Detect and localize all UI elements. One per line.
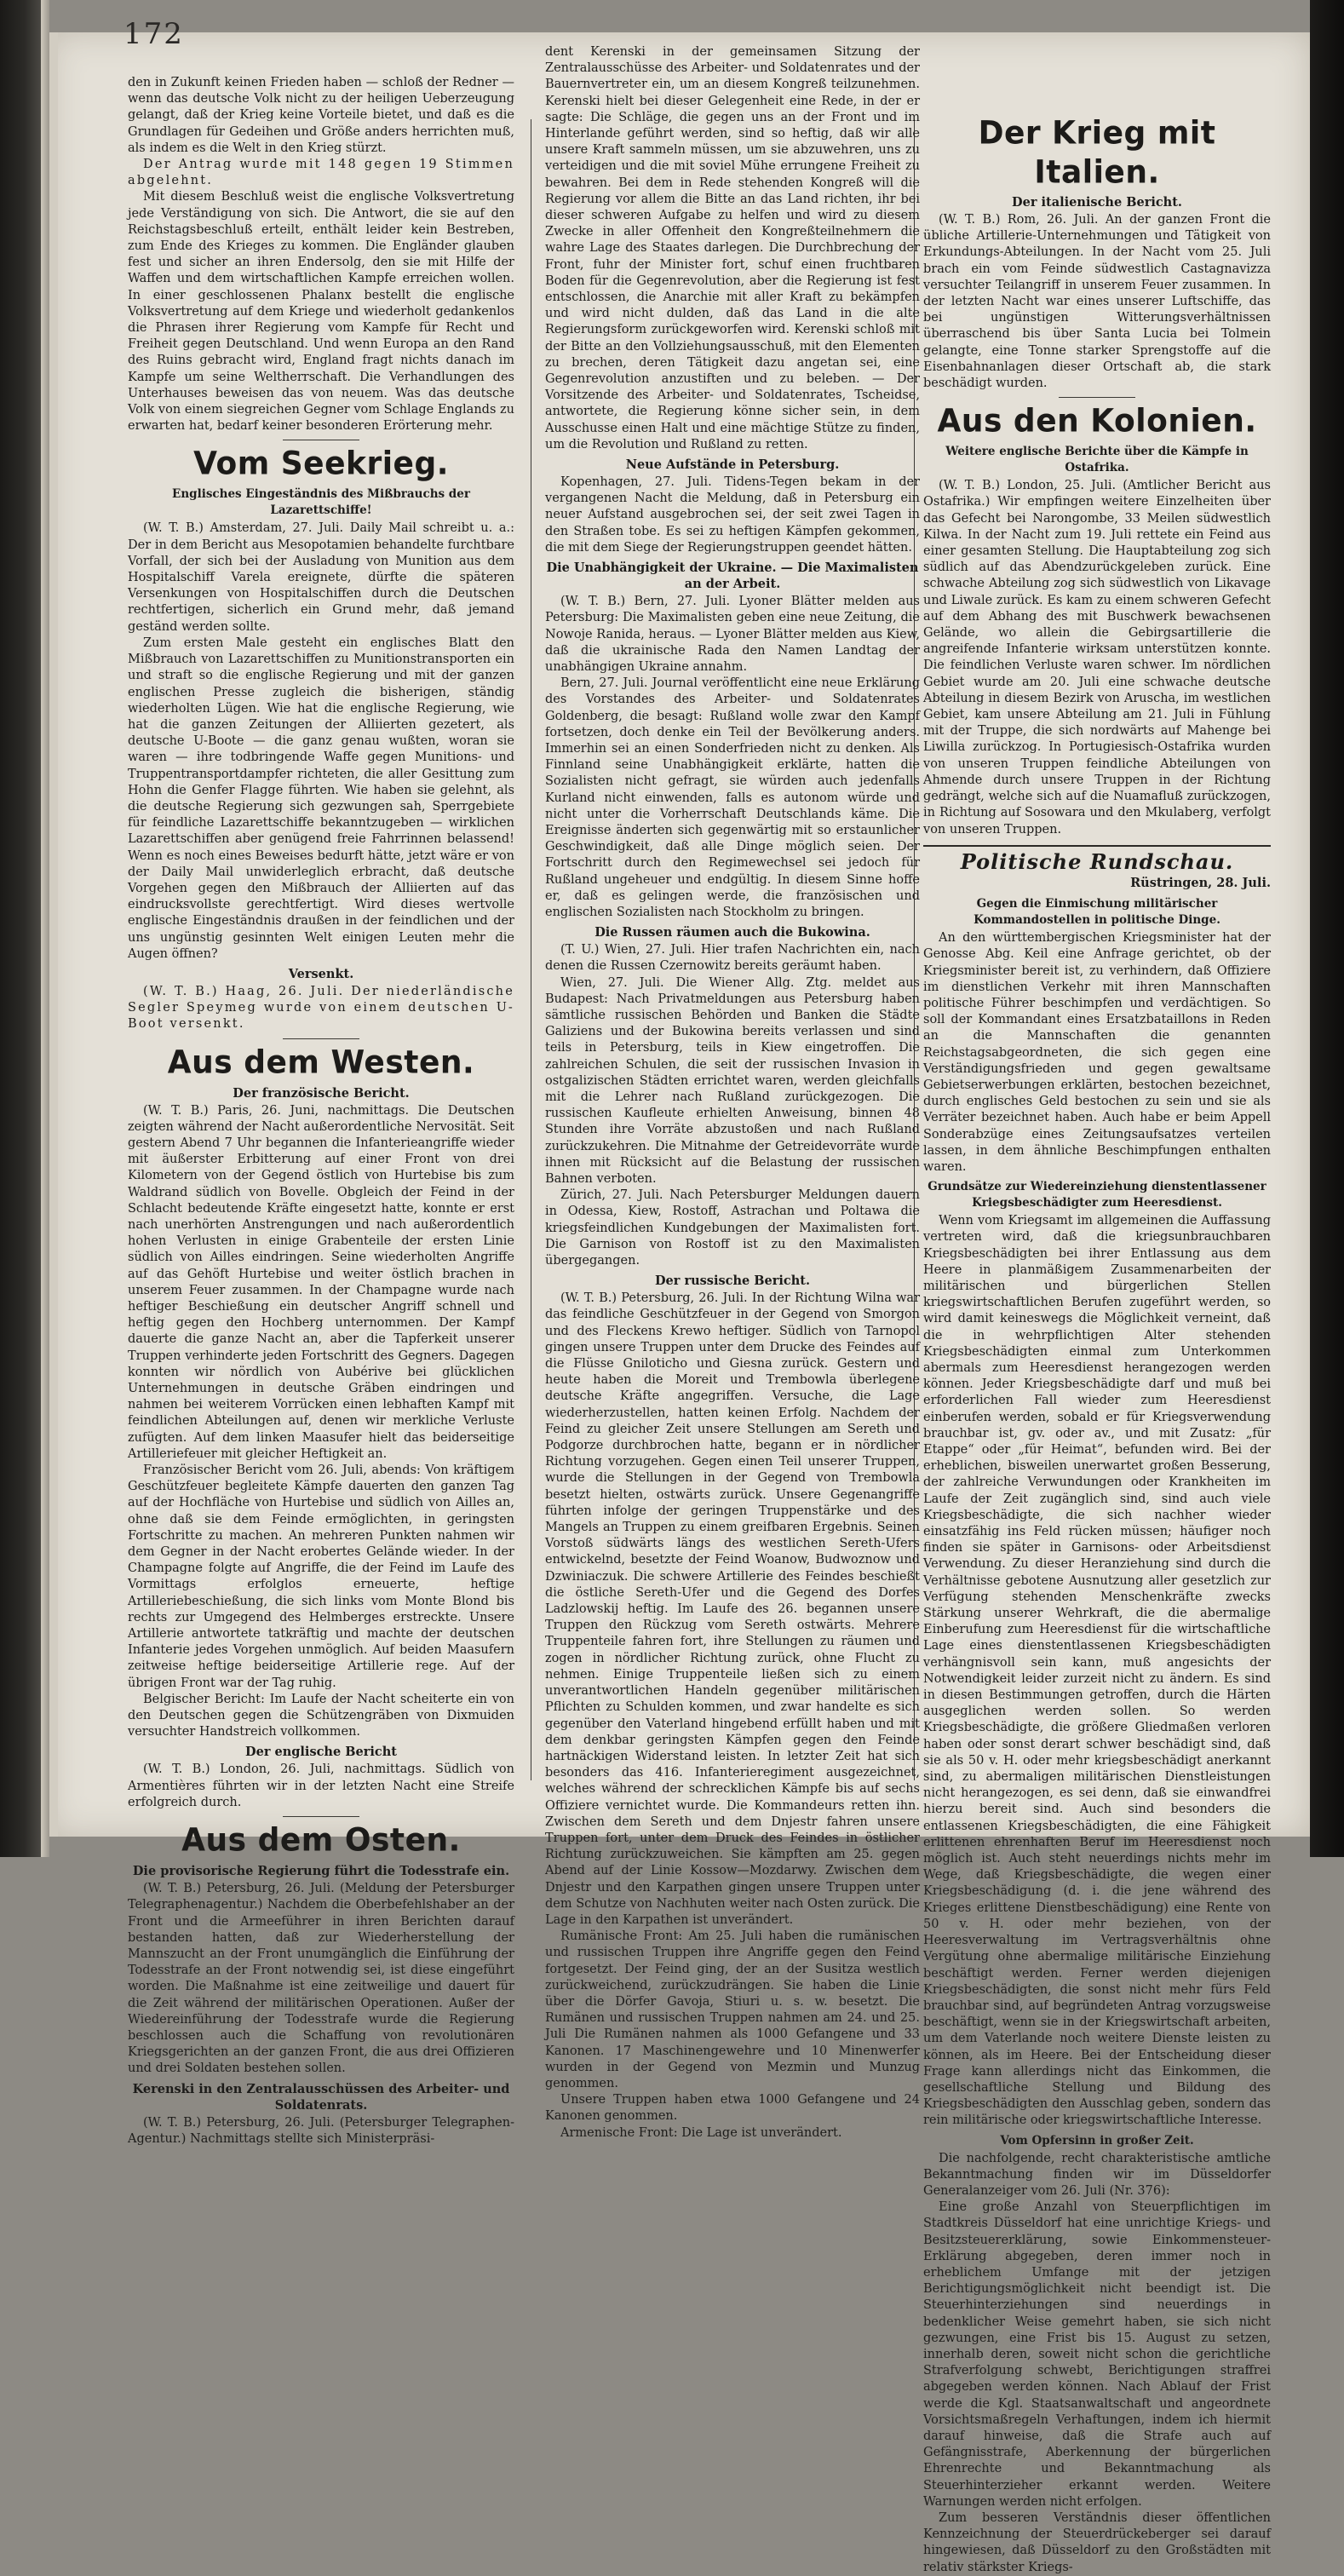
article-subheading: Grundsätze zur Wiedereinziehung dienstentlassener Kriegsbeschädigter zum Heeresdienst.: [928, 1180, 1266, 1210]
paragraph: (W. T. B.) Bern, 27. Juli. Lyoner Blätter melden aus Petersburg: Die Maximalisten geben eine neue Zeitung, die Nowoje Ranida, heraus. — Lyoner Blätter melden aus Kiew, daß die ukrainische Rada den Namen Landtag der unabhängigen Ukraine annahm.: [545, 595, 920, 674]
section-divider: [923, 845, 1271, 847]
column-2: [545, 44, 920, 2140]
paragraph: (W. T. B.) Paris, 26. Juni, nachmittags. Die Deutschen zeigten während der Nacht außerordentliche Nervosität. Seit gestern Abend 7 Uhr begannen die Infanterieangriffe wieder mit äußerster Erbitterung auf einer Front von drei Kilometern von der Gegend östlich von Hurtebise bis zum Waldrand südlich von Bovelle. Obgleich der Feind in der Schlacht bedeutende Kräfte eingesetzt hatte, konnte er erst nach unerhörten Anstrengungen und nach außerordentlich hohen Verlusten in einige Grabenteile der ersten Linie südlich von Ailles eindringen. Seine wiederholten Angriffe auf das Gehöft Hurtebise und weiter östlich brachen in unserem Feuer zusammen. In der Champagne wurde nach heftiger Beschießung ein deutscher Angriff schnell und heftig gegen den Hochberg unternommen. Der Kampf dauerte die ganze Nacht an, aber die Tapferkeit unserer Truppen verhinderte jeden Fortschritt des Gegners. Dagegen konnten wir nördlich von Aubérive bei glücklichen Unternehmungen in deutsche Gräben eindringen und nahmen bei weiterem Vorrücken einen lebhaften Kampf mit feindlichen Abteilungen auf, denen wir merkliche Verluste zufügten. Auf dem linken Maasufer hielt das beiderseitige Artilleriefeuer mit gleicher Heftigkeit an.: [128, 1103, 514, 1461]
paragraph: Zürich, 27. Juli. Nach Petersburger Meldungen dauern in Odessa, Kiew, Rostoff, Astrachan und Poltawa die kriegsfeindlichen Kundgebungen der Maximalisten fort. Die Garnison von Rostoff ist zu den Maximalisten übergegangen.: [545, 1188, 920, 1268]
paragraph: Wien, 27. Juli. Die Wiener Allg. Ztg. meldet aus Budapest: Nach Privatmeldungen aus Petersburg haben sämtliche russischen Behörden und Banken die Städte Galiziens und der Bukowina bereits verlassen und sind teils in Petersburg, teils in Kiew eingetroffen. Die zahlreichen Schulen, die seit der russischen Invasion in ostgalizischen Städten errichtet waren, werden gleichfalls mit die Lehrer nach Rußland zurückgezogen. Die russischen Kaufleute erhielten Anweisung, binnen 48 Stunden ihre Vorräte abzustoßen und nach Rußland zurückzukehren. Die Mitnahme der Getreidevorräte wurde ihnen mit Rücksicht auf die Belastung der russischen Bahnen verboten.: [545, 975, 920, 1186]
paragraph: (W. T. B.) Petersburg, 26. Juli. In der Richtung Wilna war das feindliche Geschützfeuer in der Gegend von Smorgon und des Fleckens Krewo heftiger. Südlich von Tarnopol gingen unsere Truppen unter dem Drucke des Feindes auf die Flüsse Gniloticho und Giesna zurück. Gestern und heute haben die Moreit und Trembowla überlegene deutsche Kräfte angegriffen. Versuche, die Lage wiederherzustellen, hatten keinen Erfolg. Nachdem der Feind zu gleicher Zeit unsere Stellungen am Sereth und Podgorze durchbrochen hatte, begann er in nördlicher Richtung vorzugehen. Gegen einen Teil unserer Truppen, wurde die Stellungen in der Gegend von Trembowla besetzt hielten, ostwärts zurück. Unsere Gegenangriffe führten infolge der geringen Truppenstärke und des Mangels an Truppen zu einem greifbaren Ergebnis. Seinen Vorstoß südwärts längs des westlichen Sereth-Ufers entwickelnd, besetzte der Feind Woanow, Budwoznow und Dzwiniaczuk. Die schwere Artillerie des Feindes beschießt die östliche Sereth-Ufer und die Gegend des Dorfes Ladzlowskij heftig. Im Laufe des 26. begannen unsere Truppen den Rückzug vom Sereth ostwärts. Mehrere Truppenteile fahren fort, ihre Stellungen zu räumen und zogen in nördlicher Richtung zurück, ohne Flucht zu nehmen. Einige Truppenteile ließen sich zu einem unverantwortlichen Handeln gegenüber militärischen Pflichten zu Schulden kommen, und zwar handelte es sich gegenüber den Vaterland hingebend erfüllt haben und mit dem denkbar geringsten Kämpfen gegen den Feinde hartnäckigen Widerstand leisten. In letzter Zeit hat sich besonders das 416. Infanterieregiment ausgezeichnet, welches während der schrecklichen Kämpfe bis auf sechs Offiziere vernichtet wurde. Die Kommandeurs retten ihn. Zwischen dem Sereth und dem Dnjestr fahren unsere Truppen fort, unter dem Druck des Feindes in östlicher Richtung zurückzuweichen. Sie kämpften am 25. gegen Abend auf der Linie Kossow—Mozdarwy. Zwischen dem Dnjestr und den Karpathen gingen unsere Truppen unter dem Schutze von Nachhuten weiter nach Osten zurück. Die Lage in den Karpathen ist unverändert.: [545, 1291, 920, 1927]
paragraph: Wenn vom Kriegsamt im allgemeinen die Auffassung vertreten wird, daß die kriegsunbrauchbaren Kriegsbeschädigten bei ihrer Entlassung aus dem Heere in planmäßigem Zusammenarbeiten der militärischen und bürgerlichen Stellen kriegswirtschaftlichen Berufen zugeführt werden, so wird damit keineswegs die Möglichkeit verneint, daß die in wehrpflichtigen Alter stehenden Kriegsbeschädigten einmal zum Unterkommen abermals zum Heeresdienst herangezogen werden können. Jeder Kriegsbeschädigte darf und muß bei erforderlichen Fall wieder zum Heeresdienst einberufen werden, sobald er für Kriegsverwendung brauchbar ist, gv. oder av., und mit Zusatz: „für Etappe“ oder „für Heimat“, befunden wird. Bei der erheblichen, bisweilen unerwartet großen Besserung, der zahlreiche Verwundungen oder Krankheiten im Laufe der Zeit zugänglich sind, sind auch viele Kriegsbeschädigte, die sich nachher wieder einsatzfähig ins Feld rücken müssen; häufiger noch finden sie später in Garnisons- oder Arbeitsdienst Verwendung. Zu dieser Heranziehung sind durch die Verhältnisse gebotene Ausnutzung aller gesetzlich zur Verfügung stehenden Menschenkräfte zwecks Stärkung unserer Wehrkraft, die die abermalige Einberufung zum Heeresdienst für die wirtschaftliche Lage eines dienstentlassenen Kriegsbeschädigten verhängnisvoll sein kann, muß angesichts der Notwendigkeit leider zurzeit nicht zu ändern. Es sind in diesen Bestimmungen getroffen, durch die Härten ausgeglichen werden sollen. So werden Kriegsbeschädigte, die größere Gliedmaßen verloren haben oder sonst derart schwer beschädigt sind, daß sie als 50 v. H. oder mehr kriegsbeschädigt anerkannt sind, zu abermaligen militärischen Dienstleistungen nicht herangezogen, es sei denn, daß sie einwandfrei hierzu bereit sind. Auch sind besonders die entlassenen Kriegsbeschädigten, die eine Fähigkeit erlittenen ehrenhaften Beruf im Heeresdienst noch möglich ist. Auch steht neuerdings nichts mehr im Wege, daß Kriegsbeschädigte, die wegen einer Kriegsbeschädigung (d. i. die jene während des Krieges erlittene Dienstbeschädigung) eine Rente von 50 v. H. oder mehr beziehen, von der Heeresverwaltung im Vertragsverhältnis ohne Vergütung ohne abermalige militärische Einziehung beschäftigt werden. Ferner werden diejenigen Kriegsbeschädigten, die sonst nicht mehr fürs Feld brauchbar sind, auf begründeten Antrag vorzugsweise beschäftigt, wenn sie in der Kriegswirtschaft arbeiten, um dem Vaterlande noch weitere Dienste leisten zu können, als im Heere. Bei der Entscheidung dieser Frage kann allerdings nicht das Einkommen, die gesellschaftliche Stellung und Bildung des Kriegsbeschädigten den Ausschlag geben, sondern das rein militärische oder kriegswirtschaftliche Interesse.: [923, 1214, 1271, 2128]
article-subheading: Die Unabhängigkeit der Ukraine. — Die Maximalisten an der Arbeit.: [546, 561, 919, 592]
paragraph: Eine große Anzahl von Steuerpflichtigen im Stadtkreis Düsseldorf hat eine unrichtige Kriegs- und Besitzsteuererklärung, sowie Einkommensteuer-Erklärung abgegeben, deren immer noch in erheblichem Umfange mit der jetzigen Berichtigungsmöglichkeit nicht beendigt ist. Die Steuerhinterziehungen sind neuerdings in bedenklicher Weise gemehrt haben, sie sich nicht gezwungen, eine Frist bis 15. August zu setzen, innerhalb deren, soweit nicht schon die gerichtliche Strafverfolgung schwebt, Berichtigungen straffrei abgegeben werden können. Nach Ablauf der Frist werde die Kgl. Staatsanwaltschaft und angeordnete Vorsichtsmaßregeln Verhaftungen, indem ich hiermit darauf hinweise, daß die Strafe auch auf Gefängnisstrafe, Aberkennung der bürgerlichen Ehrenrechte und Bekanntmachung als Steuerhinterzieher erkannt werden. Weitere Warnungen werden nicht erfolgen.: [923, 2200, 1271, 2509]
article-subheading: Weitere englische Berichte über die Kämpfe in Ostafrika.: [945, 445, 1249, 475]
paragraph: Armenische Front: Die Lage ist unverändert.: [560, 2125, 842, 2140]
paragraph: An den württembergischen Kriegsminister hat der Genosse Abg. Keil eine Anfrage gerichtet, ob der Kriegsminister bereit ist, zu verhindern, daß Offiziere im dienstlichen Verkehr mit ihren Mannschaften politische Führer beschimpfen und verdächtigen. So soll der Kommandant eines Ersatzbataillons in Reden an die Mannschaften die genannten Reichstagsabgeordneten, die sich gegen eine Verständigungsfrieden und gegen gewaltsame Gebietserwerbungen erklärten, bestochen bezeichnet, durch englisches Geld bestochen zu sein und sie als Verräter bezeichnet haben. Auch habe er beim Appell Sonderabzüge eines Zeitungsaufsatzes verteilen lassen, in dem ähnliche Beschimpfungen enthalten waren.: [923, 931, 1271, 1174]
book-binding: [0, 0, 41, 1857]
paragraph: Der Antrag wurde mit 148 gegen 19 Stimmen abgelehnt.: [128, 158, 514, 188]
paragraph: Bern, 27. Juli. Journal veröffentlicht eine neue Erklärung des Vorstandes des Arbeiter- und Soldatenrates Goldenberg, die besagt: Rußland wolle zwar den Kampf fortsetzen, doch denke ein Teil der Bevölkerung anders. Immerhin sei an einen Sonderfrieden nicht zu denken. Als Finnland seine Unabhängigkeit erklärte, hatten die Sozialisten nicht gefragt, sie würden auch jedenfalls Kurland nicht einwenden, falls es autonom würde und nicht unter die Vorherrschaft Deutschlands käme. Die Ereignisse änderten sich gegenwärtig mit so erstaunlicher Geschwindigkeit, daß alle Dinge möglich seien. Der Fortschritt durch den Regimewechsel sei jedoch für Rußland ungeheuer und endgültig. In diesem Sinne hoffe er, daß es gelingen werde, die französischen und englischen Sozialisten nach Stockholm zu bringen.: [545, 676, 920, 919]
paragraph: Belgischer Bericht: Im Laufe der Nacht scheiterte ein von den Deutschen gegen die Schützengräben von Dixmuiden versuchter Handstreich vollkommen.: [128, 1692, 514, 1739]
article-subheading: Der russische Bericht.: [654, 1274, 811, 1289]
page-gutter: [49, 32, 58, 1837]
article-subheading: Gegen die Einmischung militärischer Kommandostellen in politische Dinge.: [974, 897, 1221, 928]
article-subheading: Kerenski in den Zentralausschüssen des Arbeiter- und Soldatenrats.: [132, 2081, 510, 2113]
section-divider: [1059, 397, 1135, 398]
column-3: [923, 111, 1271, 2574]
article-subheading: Englisches Eingeständnis des Mißbrauchs der Lazarettschiffe!: [172, 487, 470, 518]
article-subheading: Der italienische Bericht.: [1012, 195, 1182, 210]
paragraph: (W. T. B.) London, 26. Juli, nachmittags. Südlich von Armentières führten wir in der letzten Nacht eine Streife erfolgreich durch.: [128, 1762, 514, 1809]
paragraph: den in Zukunft keinen Frieden haben — schloß der Redner — wenn das deutsche Volk nicht zu der heiligen Ueberzeugung gelangt, daß der Krieg keine Vorteile bietet, und daß es die Grundlagen für Gedeihen und Größe anders herrichten muß, als indem es die Welt in den Krieg stürzt.: [128, 76, 514, 155]
article-subheading: Die Russen räumen auch die Bukowina.: [594, 925, 870, 940]
article-subheading: Die provisorische Regierung führt die Todesstrafe ein.: [132, 1864, 510, 1879]
section-divider: [283, 1038, 359, 1039]
article-subheading: Versenkt.: [288, 966, 354, 981]
paragraph: Kopenhagen, 27. Juli. Tidens-Tegen bekam in der vergangenen Nacht die Meldung, daß in Petersburg ein neuer Aufstand ausgebrochen sei, der seit zwei Tagen in den Straßen tobe. Es sei zu heftigen Kämpfen gekommen, die mit dem Siege der Regierungstruppen geendet hätten.: [545, 475, 920, 555]
paragraph: (W. T. B.) Amsterdam, 27. Juli. Daily Mail schreibt u. a.: Der in dem Bericht aus Mesopotamien behandelte furchtbare Vorfall, der sich bei der Ausladung von Munition aus dem Hospitalschiff Varela ereignete, dürfte die späteren Versenkungen von Hospitalschiffen durch die Deutschen rechtfertigen, sicherlich ein Grund mehr, daß jemand geständ werden sollte.: [128, 521, 514, 634]
section-headline-westen: Aus dem Westen.: [167, 1044, 475, 1081]
paragraph: (W. T. B.) Petersburg, 26. Juli. (Petersburger Telegraphen-Agentur.) Nachmittags stellte sich Ministerpräsi-: [128, 2115, 514, 2146]
article-subheading: Der englische Bericht: [245, 1745, 397, 1760]
section-divider: [283, 1816, 359, 1817]
paragraph: Die nachfolgende, recht charakteristische amtliche Bekanntmachung finden wir im Düsseldorfer Generalanzeiger vom 26. Juli (Nr. 376):: [923, 2151, 1271, 2198]
paragraph: Unsere Truppen haben etwa 1000 Gefangene und 24 Kanonen genommen.: [545, 2093, 920, 2124]
paragraph: Zum besseren Verständnis dieser öffentlichen Kennzeichnung der Steuerdrückeberger sei darauf hingewiesen, daß Düsseldorf zu den Großstädten mit relativ stärkster Kriegs-: [923, 2511, 1271, 2574]
paragraph: (W. T. B.) Petersburg, 26. Juli. (Meldung der Petersburger Telegraphenagentur.) Nachdem die Oberbefehlshaber an der Front und die Armeeführer in ihren Berichten darauf bestanden hatten, daß zur Wiederherstellung der Mannszucht an der Front unumgänglich die Einführung der Todesstrafe an der Front notwendig sei, ist diese eingeführt worden. Die Maßnahme ist eine zeitweilige und dauert für die Zeit während der militärischen Operationen. Außer der Wiedereinführung der Todesstrafe wurde die Regierung beschlossen auch die Schaffung von revolutionären Kriegsgerichten an der ganzen Front, die aus drei Offizieren und drei Soldaten bestehen sollen.: [128, 1882, 514, 2076]
section-headline-italien: Der Krieg mit Italien.: [978, 114, 1216, 192]
section-headline-seekrieg: Vom Seekrieg.: [193, 446, 449, 483]
paragraph: Rumänische Front: Am 25. Juli haben die rumänischen und russischen Truppen ihre Angriffe gegen den Feind fortgesetzt. Der Feind ging, der an der Susitza westlich zurückweichend, zurückzudrängen. Sie haben die Linie über die Dörfer Gavoja, Stiuri u. s. w. besetzt. Die Rumänen und russischen Truppen nahmen am 24. und 25. Juli Die Rumänen nahmen als 1000 Gefangene und 33 Kanonen. 17 Maschinengewehre und 10 Minenwerfer wurden in der Gegend von Mezmin und Munzug genommen.: [545, 1929, 920, 2090]
section-headline-kolonien: Aus den Kolonien.: [937, 403, 1257, 440]
paragraph: Mit diesem Beschluß weist die englische Volksvertretung jede Verständigung von sich. Die Antwort, die sie auf den Reichstagsbeschluß erteilt, enthält leider kein Bestreben, zum Ende des Krieges zu kommen. Die Engländer glauben fest und sicher an ihren Endersolg, den sie mit Hilfe der Waffen und dem wirtschaftlichen Kampfe erreichen wollen. In einer geschlossenen Phalanx bestellt die englische Volksvertretung auf dem Kriege und wiederholt gedankenlos die Phrasen ihrer Regierung vom Kampfe für Recht und Freiheit gegen Deutschland. Und wenn Europa an den Rand des Ruins gebracht wird, England fragt nichts danach im Kampfe um seine Weltherrschaft. Die Verhandlungen des Unterhauses beweisen das von neuem. Was das deutsche Volk von einem siegreichen Gegner vom Schlage Englands zu erwarten hat, bedarf keiner besonderen Erörterung mehr.: [128, 190, 514, 434]
page-number: 172: [123, 17, 184, 51]
article-subheading: Der französische Bericht.: [233, 1085, 410, 1101]
column-1: [128, 75, 514, 2146]
article-subheading: Neue Aufstände in Petersburg.: [625, 457, 840, 473]
paragraph: dent Kerenski in der gemeinsamen Sitzung der Zentralausschüsse des Arbeiter- und Soldatenrates und der Bauernvertreter ein, um an diesem Kongreß teilzunehmen. Kerenski hielt bei dieser Gelegenheit eine Rede, in der er sagte: Die Schläge, die gegen uns an der Front und im Hinterlande geführt werden, sind so heftig, daß wir alle unsere Kraft sammeln müssen, um sie abzuwehren, uns zu verteidigen und die mit soviel Mühe errungene Freiheit zu bewahren. Bei dem in Rede stehenden Kongreß will die Regierung vor allem die Bitte an das Land richten, ihr bei dieser schweren Aufgabe zu helfen und wird zu diesem Zwecke in aller Offenheit den Kongreßteilnehmern die wahre Lage des Staates darlegen. Die Durchbrechung der Front, fuhr der Minister fort, schuf einen fruchtbaren Boden für die Gegenrevolution, aber die Regierung ist fest entschlossen, die Anarchie mit aller Kraft zu bekämpfen und wird nicht dulden, daß das Land in die alte Regierungsform zurückgeworfen wird. Kerenski schloß mit der Bitte an den Vollziehungsausschuß, mit den Elementen zu brechen, deren Tätigkeit dazu angetan sei, eine Gegenrevolution anzustiften und zu beleben. — Der Vorsitzende des Arbeiter- und Soldatenrates, Tscheidse, antwortete, die Regierung könne sicher sein, in dem Ausschusse einen Halt und eine mächtige Stütze zu finden, um die Revolution und Rußland zu retten.: [545, 45, 920, 451]
paragraph: (W. T. B.) Haag, 26. Juli. Der niederländische Segler Speymeg wurde von einem deutschen U-Boot versenkt.: [128, 984, 514, 1032]
spine-edge: [41, 0, 49, 1857]
article-subheading: Vom Opfersinn in großer Zeit.: [1000, 2133, 1194, 2148]
paragraph: (W. T. B.) London, 25. Juli. (Amtlicher Bericht aus Ostafrika.) Wir empfingen weitere Einzelheiten über das Gefecht bei Narongombe, 33 Meilen südwestlich Kilwa. In der Nacht zum 19. Juli rettete ein Feind aus einer gesamten Stellung. Die Hauptabteilung zog sich südlich auf das Abendzurückgeleben zurück. Eine schwache Abteilung zog sich südwestlich von Likavage und Liwale zurück. Es kam zu einem schweren Gefecht auf dem Abhang des mit Buschwerk bewachsenen Gelände, wo allein die Gebirgsartillerie die angreifende Infanterie wirksam unterstützen konnte. Die feindlichen Verluste waren schwer. Im nördlichen Gebiet wurde am 20. Juli eine schwache deutsche Abteilung in diesem Bezirk von Aruscha, im westlichen Gebiet, kam unsere Abteilung am 21. Juli in Fühlung mit der Truppe, die sich nordwärts auf Mahenge bei Liwilla zurückzog. In Portugiesisch-Ostafrika wurden von unseren Truppen feindliche Abteilungen von Ahmende durch unsere Truppen in der Richtung gedrängt, welche sich auf die Nuamafluß zurückzogen, in Richtung auf Sosowara und den Mkulaberg, verfolgt von unseren Truppen.: [923, 479, 1271, 837]
paragraph: Zum ersten Male gesteht ein englisches Blatt den Mißbrauch von Lazarettschiffen zu Munitionstransporten ein und straft so die englische Regierung und mit der ganzen englischen Presse zugleich die bisherigen, ständig wiederholten Lügen. Wie hat die englische Regierung, wie hat die ganzen Zeitungen der Alliierten gezetert, als deutsche U-Boote — die ganz genau wußten, woran sie waren — ihre todbringende Waffe gegen Munitions- und Truppentransportdampfer richteten, die aller Gesittung zum Hohn die Genfer Flagge führten. Wie haben sie gelehnt, als die deutsche Regierung sich gezwungen sah, Sperrgebiete für feindliche Lazarettschiffe bekanntzugeben — wirklichen Lazarettschiffen aber genügend freie Fahrrinnen belassend! Wenn es noch eines Beweises bedurft hätte, jetzt wäre er von der Daily Mail unwiderleglich erbracht, daß deutsche Vorgehen gegen den Mißbrauch der Alliierten auf das eindrucksvollste gerechtfertigt. Wird dieses wertvolle englische Eingeständnis draußen in der feindlichen und der uns ungünstig gesinnten Welt einigen Leuten mehr die Augen öffnen?: [128, 635, 514, 961]
paragraph: (W. T. B.) Rom, 26. Juli. An der ganzen Front die übliche Artillerie-Unternehmungen und Tätigkeit von Erkundungs-Abteilungen. In der Nacht vom 25. Juli brach ein vom Feinde südwestlich Castagnavizza versuchter Teilangriff in unserem Feuer zusammen. In der letzten Nacht war eines unserer Luftschiffe, das bei ungünstigen Witterungsverhältnissen überraschend bis über Santa Lucia bei Tolmein gelangte, eine Tonne starker Sprengstoffe auf die Eisenbahnanlagen dieser Ortschaft ab, die stark beschädigt wurden.: [923, 213, 1271, 391]
paragraph: Französischer Bericht vom 26. Juli, abends: Von kräftigem Geschützfeuer begleitete Kämpfe dauerten den ganzen Tag auf der Hochfläche von Hurtebise und südlich von Ailles an, ohne daß sie dem Feinde ermöglichten, in geringsten Fortschritte zu machen. An mehreren Punkten nahmen wir dem Gegner in der Nacht erobertes Gelände wieder. In der Champagne folgte auf Angriffe, die der Feind im Laufe des Vormittags erfolglos erneuerte, heftige Artilleriebeschießung, die sich links vom Monte Blond bis rechts zur Umgegend des Helmberges erstreckte. Unsere Artillerie antwortete tatkräftig und machte der deutschen Infanterie jedes Vorgehen unmöglich. Auf beiden Maasufern zeitweise heftige beiderseitige Artillerie rege. Auf der übrigen Front war der Tag ruhig.: [128, 1463, 514, 1690]
section-headline-rundschau: Politische Rundschau.: [960, 848, 1234, 874]
dateline: Rüstringen, 28. Juli.: [1130, 875, 1271, 890]
page-right-edge: [1310, 0, 1344, 1857]
paragraph: (T. U.) Wien, 27. Juli. Hier trafen Nachrichten ein, nach denen die Russen Czernowitz bereits geräumt haben.: [545, 943, 920, 974]
section-headline-osten: Aus dem Osten.: [181, 1822, 461, 1860]
